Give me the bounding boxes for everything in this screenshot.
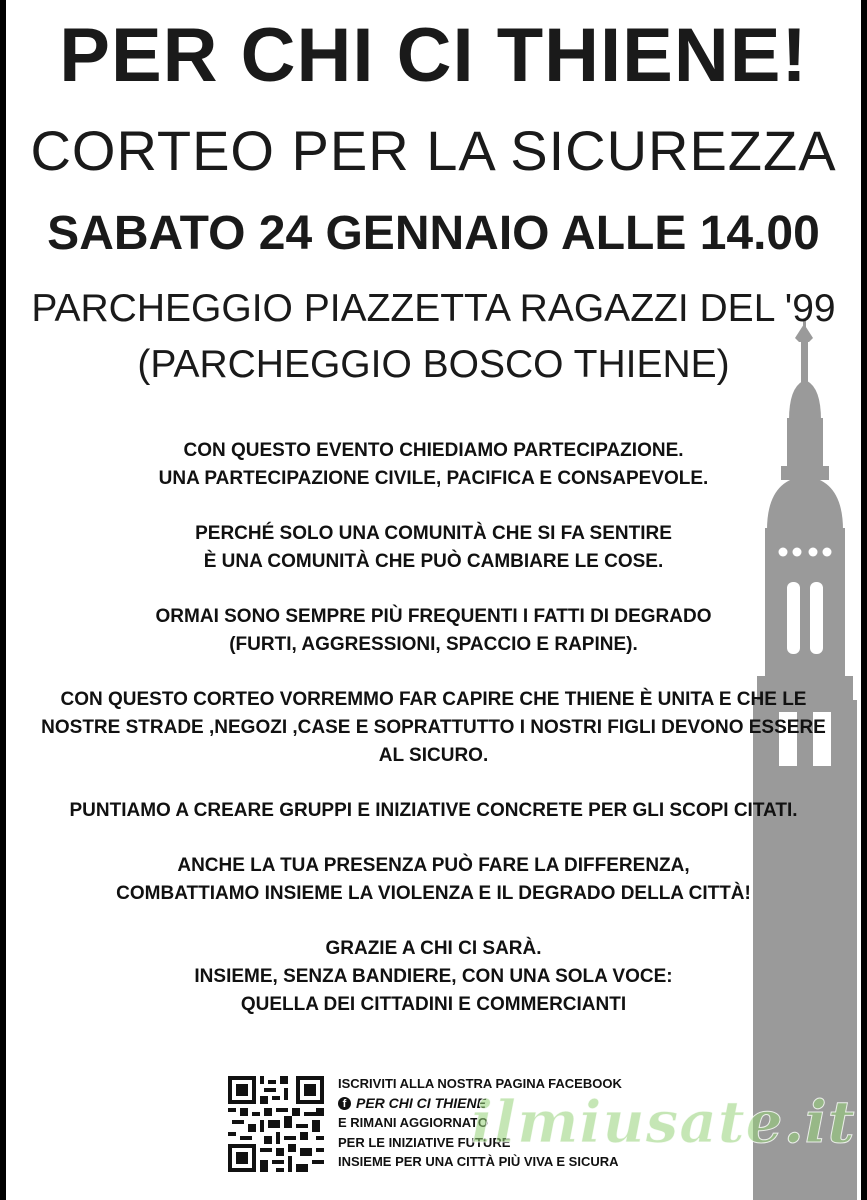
event-location: PARCHEGGIO PIAZZETTA RAGAZZI DEL '99 xyxy=(31,287,836,330)
paragraph-line: INSIEME, SENZA BANDIERE, CON UNA SOLA VOCE: xyxy=(194,966,673,987)
paragraph xyxy=(6,686,861,770)
paragraph xyxy=(6,603,861,659)
facebook-page-name: PER CHI CI THIENE xyxy=(356,1094,486,1111)
paragraph-line: ORMAI SONO SEMPRE PIÙ FREQUENTI I FATTI DI DEGRADO xyxy=(155,606,712,627)
paragraph-line: COMBATTIAMO INSIEME LA VIOLENZA E IL DEGRADO DELLA CITTÀ! xyxy=(116,883,751,904)
qr-code[interactable] xyxy=(228,1076,324,1172)
paragraph-line: CON QUESTO EVENTO CHIEDIAMO PARTECIPAZIONE. xyxy=(183,440,684,461)
paragraph-line: PERCHÉ SOLO UNA COMUNITÀ CHE SI FA SENTIRE xyxy=(195,523,672,544)
paragraph xyxy=(6,520,861,576)
paragraph-line: UNA PARTECIPAZIONE CIVILE, PACIFICA E CONSAPEVOLE. xyxy=(158,468,709,489)
event-location-detail: (PARCHEGGIO BOSCO THIENE) xyxy=(137,343,730,386)
paragraph xyxy=(6,852,861,908)
poster xyxy=(6,0,861,1200)
event-subtitle: CORTEO PER LA SICUREZZA xyxy=(30,119,837,182)
paragraph xyxy=(6,935,861,1019)
facebook-icon: f xyxy=(338,1097,351,1110)
paragraph-line: ANCHE LA TUA PRESENZA PUÒ FARE LA DIFFERENZA, xyxy=(177,855,690,876)
event-date: SABATO 24 GENNAIO ALLE 14.00 xyxy=(47,207,820,260)
event-title: PER CHI CI THIENE! xyxy=(59,13,808,98)
paragraph-line: NOSTRE STRADE ,NEGOZI ,CASE E SOPRATTUTTO I NOSTRI FIGLI DEVONO ESSERE xyxy=(41,717,826,738)
paragraph-line: (FURTI, AGGRESSIONI, SPACCIO E RAPINE). xyxy=(229,634,638,655)
paragraph-line: PUNTIAMO A CREARE GRUPPI E INIZIATIVE CONCRETE PER GLI SCOPI CITATI. xyxy=(69,800,798,821)
paragraph xyxy=(6,797,861,825)
footer-line: ISCRIVITI ALLA NOSTRA PAGINA FACEBOOK xyxy=(338,1076,622,1091)
poster-body xyxy=(6,437,861,1046)
paragraph-line: QUELLA DEI CITTADINI E COMMERCIANTI xyxy=(240,994,627,1015)
paragraph-line: GRAZIE A CHI CI SARÀ. xyxy=(325,938,542,959)
footer-line: PER LE INIZIATIVE FUTURE xyxy=(338,1134,511,1150)
footer-line: E RIMANI AGGIORNATO xyxy=(338,1115,488,1130)
paragraph xyxy=(6,437,861,493)
paragraph-line: CON QUESTO CORTEO VORREMMO FAR CAPIRE CHE THIENE È UNITA E CHE LE xyxy=(60,689,807,710)
footer-line: INSIEME PER UNA CITTÀ PIÙ VIVA E SICURA xyxy=(338,1154,619,1169)
paragraph-line: AL SICURO. xyxy=(378,745,489,766)
paragraph-line: È UNA COMUNITÀ CHE PUÒ CAMBIARE LE COSE. xyxy=(203,551,664,572)
site-watermark: ilmiusate.it xyxy=(471,1088,856,1156)
